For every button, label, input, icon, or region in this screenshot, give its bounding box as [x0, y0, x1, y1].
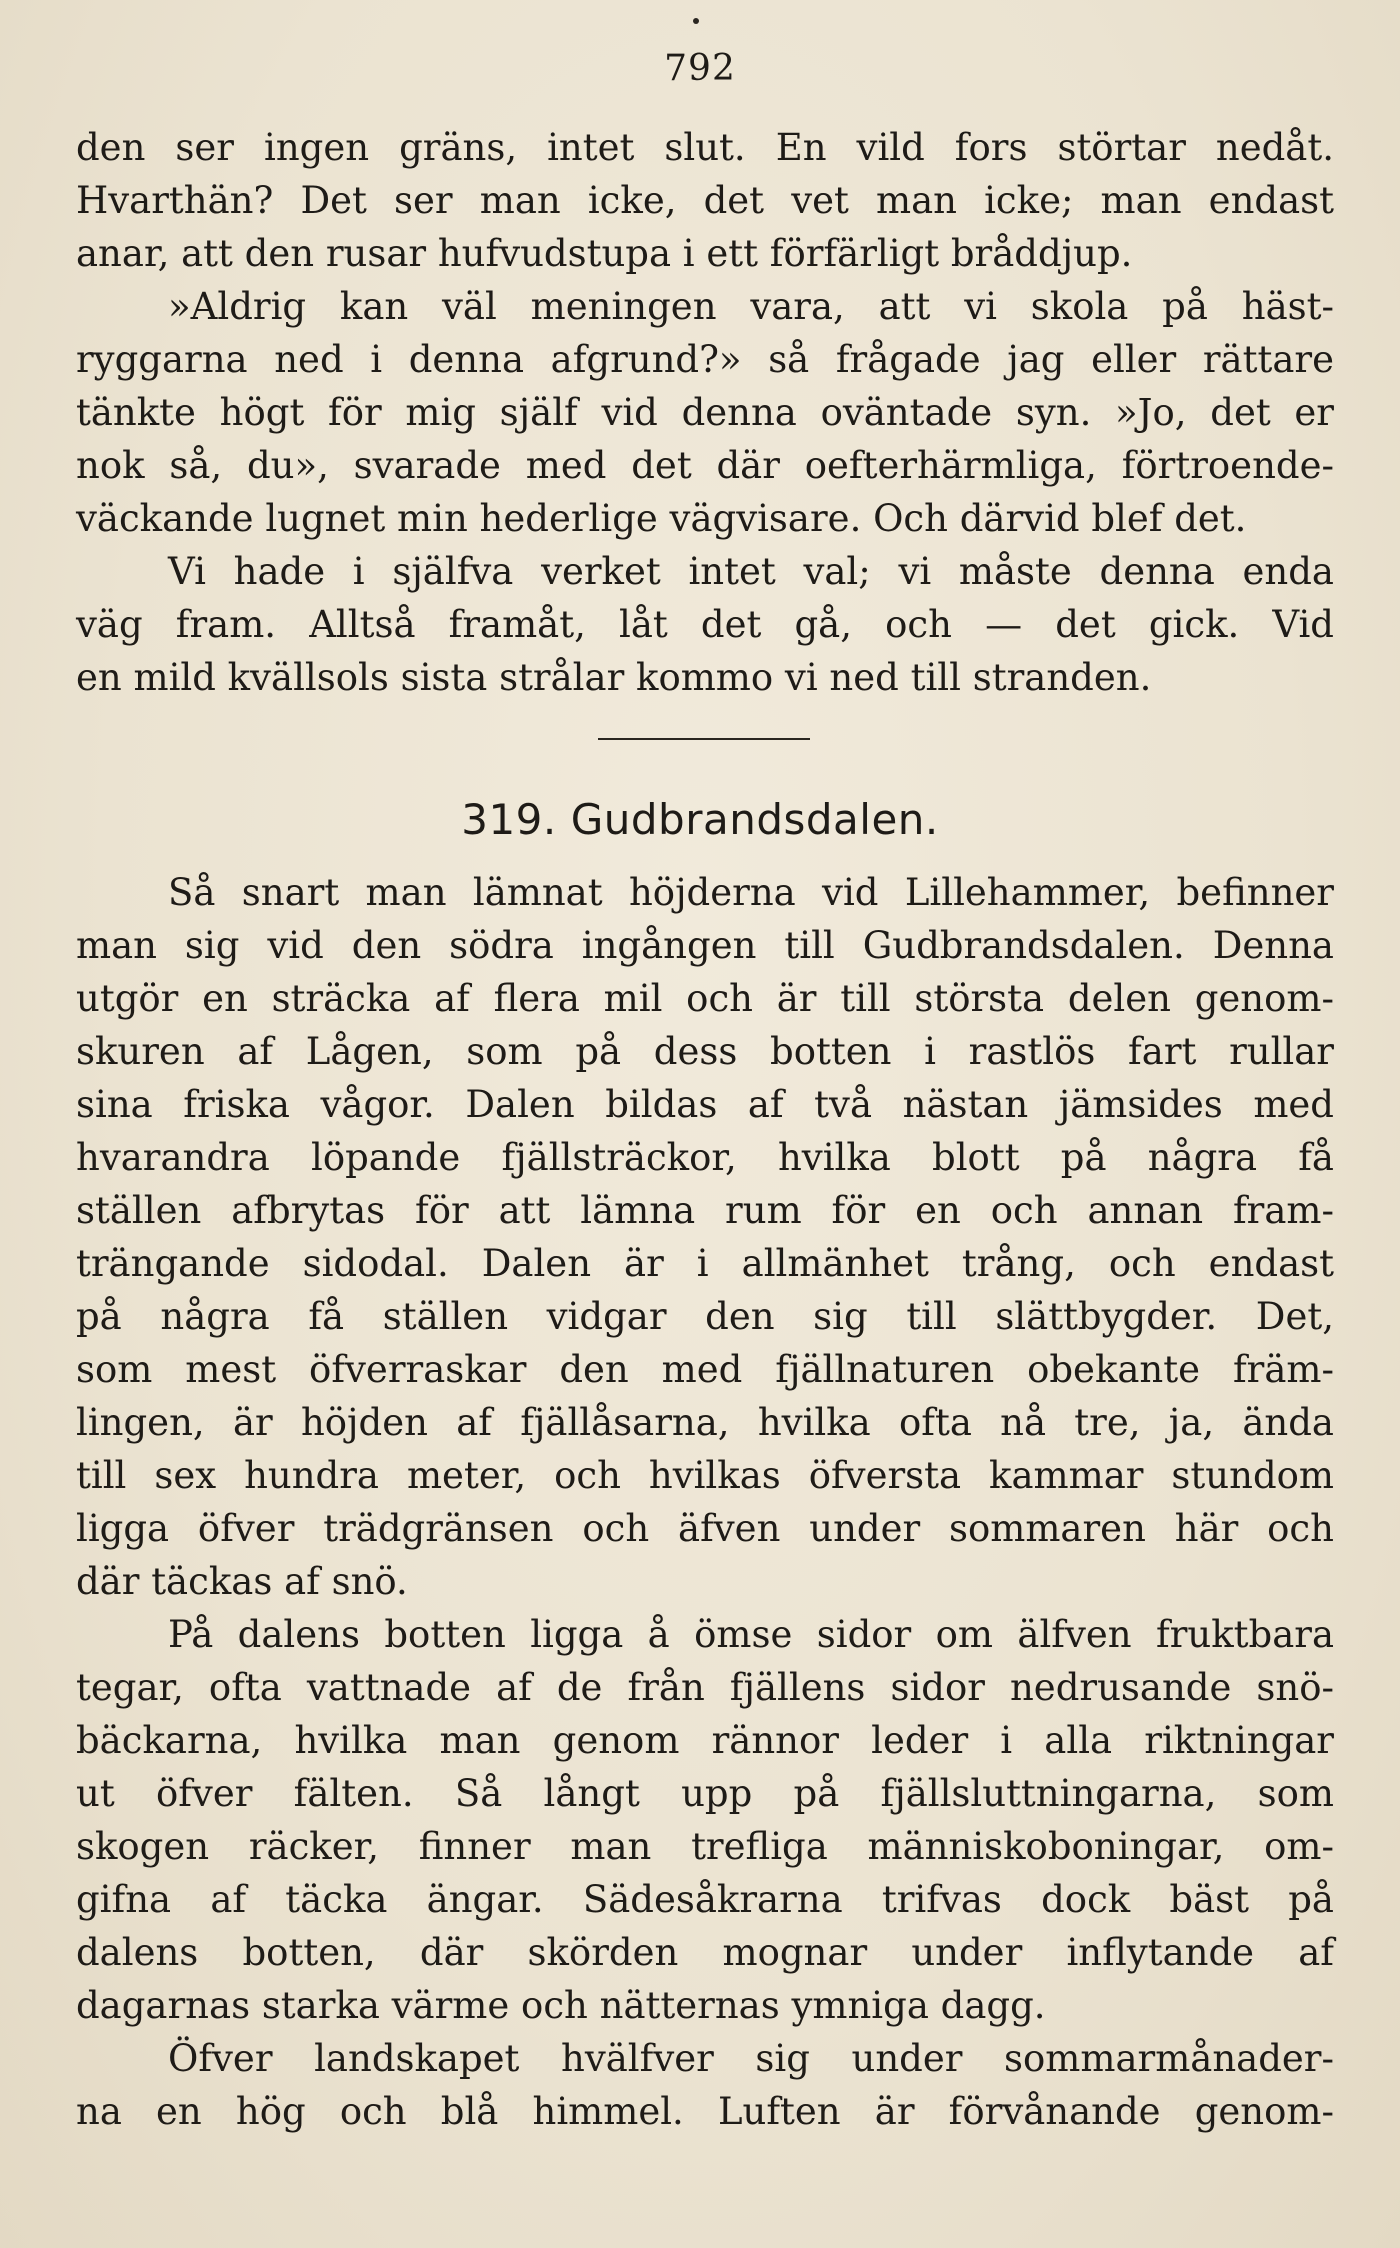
text-line: På dalens botten ligga å ömse sidor om älfven fruktbara [168, 1613, 1334, 1656]
text-line: väg fram. Alltså framåt, låt det gå, och — det gick. Vid [76, 603, 1334, 646]
text-line: utgör en sträcka af flera mil och är till största delen genom- [76, 977, 1334, 1020]
page-number: 792 [664, 48, 736, 89]
text-line: till sex hundra meter, och hvilkas öfversta kammar stundom [76, 1454, 1334, 1497]
text-line: Så snart man lämnat höjderna vid Lillehammer, befinner [168, 871, 1334, 914]
text-line: ställen afbrytas för att lämna rum för en och annan fram- [76, 1189, 1334, 1232]
text-line: en mild kvällsols sista strålar kommo vi ned till stranden. [76, 656, 1152, 699]
text-line: Vi hade i själfva verket intet val; vi måste denna enda [168, 550, 1334, 593]
text-line: lingen, är höjden af fjällåsarna, hvilka ofta nå tre, ja, ända [76, 1401, 1334, 1444]
text-line: den ser ingen gräns, intet slut. En vild fors störtar nedåt. [76, 126, 1334, 169]
text-line: ut öfver fälten. Så långt upp på fjällsluttningarna, som [76, 1772, 1334, 1815]
text-line: ligga öfver trädgränsen och äfven under sommaren här och [76, 1507, 1334, 1550]
text-line: Öfver landskapet hvälfver sig under sommarmånader- [168, 2037, 1334, 2080]
text-line: tänkte högt för mig själf vid denna oväntade syn. »Jo, det er [76, 391, 1334, 434]
text-line: sina friska vågor. Dalen bildas af två nästan jämsides med [76, 1083, 1334, 1126]
text-line: på några få ställen vidgar den sig till slättbygder. Det, [76, 1295, 1334, 1338]
text-line: hvarandra löpande fjällsträckor, hvilka blott på några få [76, 1136, 1334, 1179]
text-line: skuren af Lågen, som på dess botten i rastlös fart rullar [76, 1030, 1334, 1073]
text-line: anar, att den rusar hufvudstupa i ett förfärligt bråddjup. [76, 232, 1133, 275]
text-line: som mest öfverraskar den med fjällnaturen obekante främ- [76, 1348, 1334, 1391]
text-line: bäckarna, hvilka man genom rännor leder i alla riktningar [76, 1719, 1334, 1762]
text-line: där täckas af snö. [76, 1560, 408, 1603]
text-line: ryggarna ned i denna afgrund?» så frågade jag eller rättare [76, 338, 1334, 381]
text-line: skogen räcker, finner man trefliga människoboningar, om- [76, 1825, 1334, 1868]
section-number: 319. [461, 795, 557, 844]
ink-dot [693, 18, 699, 24]
text-line: dalens botten, där skörden mognar under inflytande af [76, 1931, 1334, 1974]
text-line: na en hög och blå himmel. Luften är förvånande genom- [76, 2090, 1334, 2133]
text-line: väckande lugnet min hederlige vägvisare. Och därvid blef det. [76, 497, 1247, 540]
text-line: dagarnas starka värme och nätternas ymniga dagg. [76, 1984, 1046, 2027]
section-divider [598, 738, 810, 740]
text-line: »Aldrig kan väl meningen vara, att vi skola på häst- [168, 285, 1334, 328]
section-heading [0, 795, 1400, 844]
paragraph-continuation [76, 121, 1334, 704]
text-line: gifna af täcka ängar. Sädesåkrarna trifvas dock bäst på [76, 1878, 1334, 1921]
section-body [76, 866, 1334, 2138]
text-line: nok så, du», svarade med det där oefterhärmliga, förtroende- [76, 444, 1334, 487]
section-title: Gudbrandsdalen. [570, 795, 939, 844]
text-line: Hvarthän? Det ser man icke, det vet man icke; man endast [76, 179, 1334, 222]
text-line: tegar, ofta vattnade af de från fjällens sidor nedrusande snö- [76, 1666, 1334, 1709]
text-line: trängande sidodal. Dalen är i allmänhet trång, och endast [76, 1242, 1334, 1285]
text-line: man sig vid den södra ingången till Gudbrandsdalen. Denna [76, 924, 1334, 967]
